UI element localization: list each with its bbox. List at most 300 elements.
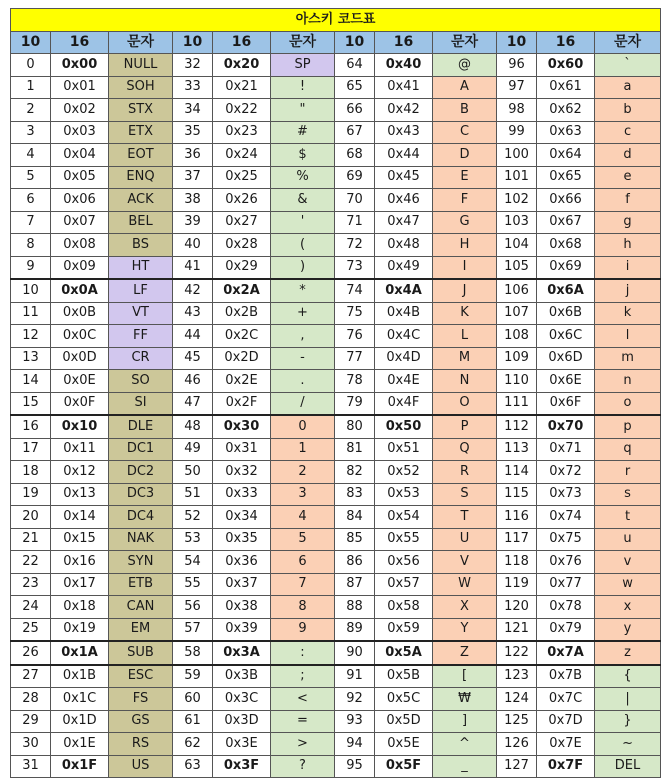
char-cell: g [595, 211, 661, 234]
char-cell: ' [271, 211, 335, 234]
decimal-cell: 117 [497, 528, 537, 551]
table-row [11, 733, 661, 756]
hex-cell: 0x4E [375, 370, 433, 393]
table-row [11, 392, 661, 415]
decimal-cell: 66 [335, 99, 375, 122]
decimal-cell: 18 [11, 461, 51, 484]
decimal-cell: 104 [497, 234, 537, 257]
hex-cell: 0x60 [537, 54, 595, 77]
hex-cell: 0x2D [213, 347, 271, 370]
char-cell: d [595, 144, 661, 167]
table-row [11, 370, 661, 393]
decimal-cell: 68 [335, 144, 375, 167]
hex-cell: 0x2E [213, 370, 271, 393]
decimal-cell: 11 [11, 302, 51, 325]
decimal-cell: 33 [173, 76, 213, 99]
char-cell: , [271, 325, 335, 348]
hex-cell: 0x34 [213, 506, 271, 529]
char-cell: ? [271, 755, 335, 778]
hex-cell: 0x62 [537, 99, 595, 122]
table-row [11, 121, 661, 144]
hex-cell: 0x64 [537, 144, 595, 167]
char-cell: O [433, 392, 497, 415]
char-cell: ] [433, 710, 497, 733]
decimal-cell: 111 [497, 392, 537, 415]
decimal-cell: 98 [497, 99, 537, 122]
hex-cell: 0x06 [51, 189, 109, 212]
char-cell: BS [109, 234, 173, 257]
char-cell: ~ [595, 733, 661, 756]
decimal-cell: 126 [497, 733, 537, 756]
hex-cell: 0x43 [375, 121, 433, 144]
char-cell: Y [433, 618, 497, 641]
char-cell: U [433, 528, 497, 551]
char-cell: x [595, 596, 661, 619]
char-cell: NULL [109, 54, 173, 77]
hex-cell: 0x69 [537, 256, 595, 279]
decimal-cell: 47 [173, 392, 213, 415]
decimal-cell: 46 [173, 370, 213, 393]
char-cell: SUB [109, 641, 173, 665]
hex-cell: 0x05 [51, 166, 109, 189]
table-row [11, 688, 661, 711]
decimal-cell: 3 [11, 121, 51, 144]
decimal-cell: 106 [497, 279, 537, 302]
table-row [11, 302, 661, 325]
hex-cell: 0x7C [537, 688, 595, 711]
char-cell: t [595, 506, 661, 529]
hex-cell: 0x54 [375, 506, 433, 529]
table-row [11, 618, 661, 641]
char-cell: - [271, 347, 335, 370]
table-row [11, 325, 661, 348]
hex-cell: 0x70 [537, 415, 595, 438]
ascii-code-table [10, 8, 661, 778]
table-row [11, 551, 661, 574]
decimal-cell: 112 [497, 415, 537, 438]
char-cell: f [595, 189, 661, 212]
hex-cell: 0x7F [537, 755, 595, 778]
hex-cell: 0x5C [375, 688, 433, 711]
hex-cell: 0x56 [375, 551, 433, 574]
hex-cell: 0x3B [213, 665, 271, 688]
decimal-cell: 78 [335, 370, 375, 393]
hex-cell: 0x7A [537, 641, 595, 665]
char-cell: p [595, 415, 661, 438]
hex-cell: 0x07 [51, 211, 109, 234]
decimal-cell: 7 [11, 211, 51, 234]
char-cell: SOH [109, 76, 173, 99]
char-cell: h [595, 234, 661, 257]
char-cell: l [595, 325, 661, 348]
char-cell: ; [271, 665, 335, 688]
char-cell: ₩ [433, 688, 497, 711]
decimal-cell: 97 [497, 76, 537, 99]
char-cell: b [595, 99, 661, 122]
hex-cell: 0x67 [537, 211, 595, 234]
char-cell: s [595, 483, 661, 506]
decimal-cell: 14 [11, 370, 51, 393]
table-row [11, 99, 661, 122]
hex-cell: 0x4A [375, 279, 433, 302]
table-row [11, 211, 661, 234]
decimal-cell: 87 [335, 573, 375, 596]
decimal-cell: 83 [335, 483, 375, 506]
decimal-cell: 49 [173, 438, 213, 461]
decimal-cell: 99 [497, 121, 537, 144]
hex-cell: 0x50 [375, 415, 433, 438]
hex-cell: 0x66 [537, 189, 595, 212]
decimal-cell: 58 [173, 641, 213, 665]
hex-cell: 0x47 [375, 211, 433, 234]
char-cell: J [433, 279, 497, 302]
decimal-cell: 62 [173, 733, 213, 756]
hex-cell: 0x25 [213, 166, 271, 189]
hex-cell: 0x37 [213, 573, 271, 596]
hex-cell: 0x39 [213, 618, 271, 641]
hex-cell: 0x0E [51, 370, 109, 393]
char-cell: ACK [109, 189, 173, 212]
hex-cell: 0x6A [537, 279, 595, 302]
decimal-cell: 91 [335, 665, 375, 688]
char-cell: SYN [109, 551, 173, 574]
char-cell: T [433, 506, 497, 529]
char-cell: C [433, 121, 497, 144]
hex-cell: 0x31 [213, 438, 271, 461]
char-cell: i [595, 256, 661, 279]
char-cell: = [271, 710, 335, 733]
hex-cell: 0x79 [537, 618, 595, 641]
hex-cell: 0x23 [213, 121, 271, 144]
hex-cell: 0x17 [51, 573, 109, 596]
char-cell: ENQ [109, 166, 173, 189]
hex-cell: 0x0B [51, 302, 109, 325]
hex-cell: 0x0F [51, 392, 109, 415]
char-cell: > [271, 733, 335, 756]
hex-cell: 0x68 [537, 234, 595, 257]
decimal-cell: 52 [173, 506, 213, 529]
char-cell: CAN [109, 596, 173, 619]
hex-cell: 0x2F [213, 392, 271, 415]
hex-cell: 0x27 [213, 211, 271, 234]
char-cell: B [433, 99, 497, 122]
decimal-cell: 9 [11, 256, 51, 279]
decimal-cell: 53 [173, 528, 213, 551]
header-hex: 16 [213, 31, 271, 54]
char-cell: + [271, 302, 335, 325]
table-row [11, 279, 661, 302]
decimal-cell: 15 [11, 392, 51, 415]
ascii-table-container [10, 8, 660, 778]
hex-cell: 0x73 [537, 483, 595, 506]
hex-cell: 0x74 [537, 506, 595, 529]
char-cell: RS [109, 733, 173, 756]
char-cell: @ [433, 54, 497, 77]
char-cell: SP [271, 54, 335, 77]
decimal-cell: 85 [335, 528, 375, 551]
hex-cell: 0x41 [375, 76, 433, 99]
char-cell: & [271, 189, 335, 212]
header-char: 문자 [433, 31, 497, 54]
table-row [11, 641, 661, 665]
decimal-cell: 100 [497, 144, 537, 167]
decimal-cell: 119 [497, 573, 537, 596]
char-cell: * [271, 279, 335, 302]
hex-cell: 0x57 [375, 573, 433, 596]
decimal-cell: 45 [173, 347, 213, 370]
decimal-cell: 115 [497, 483, 537, 506]
char-cell: [ [433, 665, 497, 688]
char-cell: 6 [271, 551, 335, 574]
decimal-cell: 90 [335, 641, 375, 665]
decimal-cell: 86 [335, 551, 375, 574]
char-cell: BEL [109, 211, 173, 234]
decimal-cell: 74 [335, 279, 375, 302]
table-title: 아스키 코드표 [11, 9, 661, 32]
char-cell: DC3 [109, 483, 173, 506]
decimal-cell: 55 [173, 573, 213, 596]
char-cell: K [433, 302, 497, 325]
hex-cell: 0x7B [537, 665, 595, 688]
decimal-cell: 79 [335, 392, 375, 415]
char-cell: FS [109, 688, 173, 711]
char-cell: V [433, 551, 497, 574]
decimal-cell: 122 [497, 641, 537, 665]
decimal-cell: 30 [11, 733, 51, 756]
char-cell: a [595, 76, 661, 99]
decimal-cell: 8 [11, 234, 51, 257]
char-cell: DLE [109, 415, 173, 438]
hex-cell: 0x16 [51, 551, 109, 574]
hex-cell: 0x71 [537, 438, 595, 461]
header-hex: 16 [537, 31, 595, 54]
decimal-cell: 4 [11, 144, 51, 167]
hex-cell: 0x1B [51, 665, 109, 688]
decimal-cell: 13 [11, 347, 51, 370]
decimal-cell: 96 [497, 54, 537, 77]
hex-cell: 0x13 [51, 483, 109, 506]
decimal-cell: 56 [173, 596, 213, 619]
table-row [11, 506, 661, 529]
hex-cell: 0x21 [213, 76, 271, 99]
decimal-cell: 40 [173, 234, 213, 257]
decimal-cell: 75 [335, 302, 375, 325]
char-cell: H [433, 234, 497, 257]
char-cell: v [595, 551, 661, 574]
hex-cell: 0x49 [375, 256, 433, 279]
decimal-cell: 21 [11, 528, 51, 551]
hex-cell: 0x2A [213, 279, 271, 302]
decimal-cell: 42 [173, 279, 213, 302]
char-cell: r [595, 461, 661, 484]
hex-cell: 0x6F [537, 392, 595, 415]
decimal-cell: 81 [335, 438, 375, 461]
table-row [11, 710, 661, 733]
hex-cell: 0x4C [375, 325, 433, 348]
decimal-cell: 10 [11, 279, 51, 302]
hex-cell: 0x02 [51, 99, 109, 122]
decimal-cell: 57 [173, 618, 213, 641]
char-cell: M [433, 347, 497, 370]
hex-cell: 0x0A [51, 279, 109, 302]
char-cell: 9 [271, 618, 335, 641]
decimal-cell: 19 [11, 483, 51, 506]
hex-cell: 0x53 [375, 483, 433, 506]
hex-cell: 0x28 [213, 234, 271, 257]
decimal-cell: 114 [497, 461, 537, 484]
decimal-cell: 44 [173, 325, 213, 348]
decimal-cell: 41 [173, 256, 213, 279]
hex-cell: 0x72 [537, 461, 595, 484]
header-char: 문자 [109, 31, 173, 54]
decimal-cell: 51 [173, 483, 213, 506]
decimal-cell: 23 [11, 573, 51, 596]
char-cell: o [595, 392, 661, 415]
char-cell: j [595, 279, 661, 302]
hex-cell: 0x77 [537, 573, 595, 596]
decimal-cell: 76 [335, 325, 375, 348]
hex-cell: 0x5F [375, 755, 433, 778]
decimal-cell: 93 [335, 710, 375, 733]
hex-cell: 0x14 [51, 506, 109, 529]
hex-cell: 0x6B [537, 302, 595, 325]
decimal-cell: 82 [335, 461, 375, 484]
hex-cell: 0x19 [51, 618, 109, 641]
hex-cell: 0x6E [537, 370, 595, 393]
table-row [11, 54, 661, 77]
hex-cell: 0x32 [213, 461, 271, 484]
hex-cell: 0x63 [537, 121, 595, 144]
decimal-cell: 101 [497, 166, 537, 189]
decimal-cell: 69 [335, 166, 375, 189]
decimal-cell: 65 [335, 76, 375, 99]
hex-cell: 0x00 [51, 54, 109, 77]
hex-cell: 0x1A [51, 641, 109, 665]
decimal-cell: 109 [497, 347, 537, 370]
table-row [11, 347, 661, 370]
hex-cell: 0x0C [51, 325, 109, 348]
table-row [11, 438, 661, 461]
decimal-cell: 28 [11, 688, 51, 711]
char-cell: | [595, 688, 661, 711]
char-cell: Z [433, 641, 497, 665]
hex-cell: 0x1D [51, 710, 109, 733]
decimal-cell: 94 [335, 733, 375, 756]
hex-cell: 0x24 [213, 144, 271, 167]
table-row [11, 528, 661, 551]
char-cell: DC4 [109, 506, 173, 529]
hex-cell: 0x04 [51, 144, 109, 167]
hex-cell: 0x1F [51, 755, 109, 778]
char-cell: FF [109, 325, 173, 348]
char-cell: HT [109, 256, 173, 279]
decimal-cell: 88 [335, 596, 375, 619]
decimal-cell: 29 [11, 710, 51, 733]
decimal-cell: 107 [497, 302, 537, 325]
char-cell: D [433, 144, 497, 167]
hex-cell: 0x03 [51, 121, 109, 144]
hex-cell: 0x78 [537, 596, 595, 619]
hex-cell: 0x08 [51, 234, 109, 257]
decimal-cell: 67 [335, 121, 375, 144]
char-cell: # [271, 121, 335, 144]
char-cell: ! [271, 76, 335, 99]
decimal-cell: 70 [335, 189, 375, 212]
hex-cell: 0x51 [375, 438, 433, 461]
char-cell: " [271, 99, 335, 122]
decimal-cell: 95 [335, 755, 375, 778]
hex-cell: 0x10 [51, 415, 109, 438]
decimal-cell: 48 [173, 415, 213, 438]
hex-cell: 0x3A [213, 641, 271, 665]
char-cell: n [595, 370, 661, 393]
hex-cell: 0x15 [51, 528, 109, 551]
decimal-cell: 103 [497, 211, 537, 234]
char-cell: ESC [109, 665, 173, 688]
decimal-cell: 35 [173, 121, 213, 144]
header-hex: 16 [375, 31, 433, 54]
decimal-cell: 84 [335, 506, 375, 529]
char-cell: DC2 [109, 461, 173, 484]
decimal-cell: 116 [497, 506, 537, 529]
table-row [11, 461, 661, 484]
hex-cell: 0x29 [213, 256, 271, 279]
hex-cell: 0x26 [213, 189, 271, 212]
header-decimal: 10 [497, 31, 537, 54]
decimal-cell: 63 [173, 755, 213, 778]
hex-cell: 0x4B [375, 302, 433, 325]
hex-cell: 0x6D [537, 347, 595, 370]
char-cell: P [433, 415, 497, 438]
decimal-cell: 39 [173, 211, 213, 234]
hex-cell: 0x55 [375, 528, 433, 551]
char-cell: 0 [271, 415, 335, 438]
table-row [11, 189, 661, 212]
hex-cell: 0x48 [375, 234, 433, 257]
hex-cell: 0x01 [51, 76, 109, 99]
char-cell: W [433, 573, 497, 596]
char-cell: ) [271, 256, 335, 279]
header-row [11, 31, 661, 54]
char-cell: ETB [109, 573, 173, 596]
char-cell: } [595, 710, 661, 733]
decimal-cell: 1 [11, 76, 51, 99]
decimal-cell: 89 [335, 618, 375, 641]
hex-cell: 0x44 [375, 144, 433, 167]
table-row [11, 234, 661, 257]
table-row [11, 665, 661, 688]
header-char: 문자 [271, 31, 335, 54]
decimal-cell: 121 [497, 618, 537, 641]
decimal-cell: 73 [335, 256, 375, 279]
hex-cell: 0x5A [375, 641, 433, 665]
char-cell: k [595, 302, 661, 325]
decimal-cell: 2 [11, 99, 51, 122]
hex-cell: 0x58 [375, 596, 433, 619]
hex-cell: 0x75 [537, 528, 595, 551]
char-cell: y [595, 618, 661, 641]
decimal-cell: 72 [335, 234, 375, 257]
hex-cell: 0x36 [213, 551, 271, 574]
char-cell: z [595, 641, 661, 665]
decimal-cell: 36 [173, 144, 213, 167]
decimal-cell: 5 [11, 166, 51, 189]
decimal-cell: 59 [173, 665, 213, 688]
char-cell: ( [271, 234, 335, 257]
decimal-cell: 27 [11, 665, 51, 688]
hex-cell: 0x5E [375, 733, 433, 756]
decimal-cell: 0 [11, 54, 51, 77]
